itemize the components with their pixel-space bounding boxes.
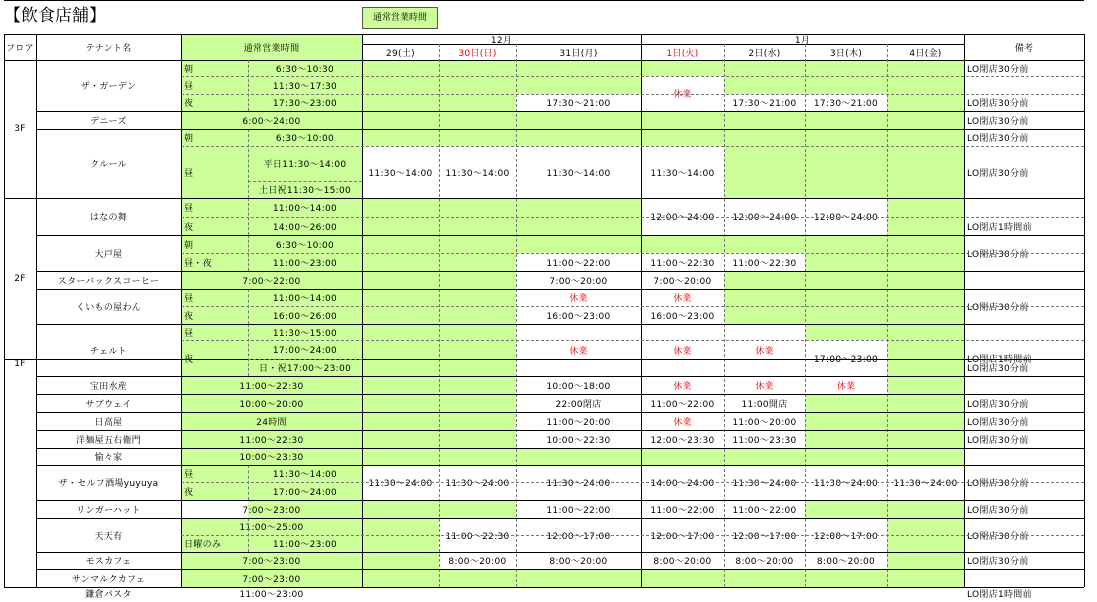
normal-hours: 11:30～14:00 xyxy=(272,470,338,480)
grid-line xyxy=(181,535,1084,536)
day-hours: 12:00～24:00 xyxy=(813,213,879,223)
day-hours: 休業 xyxy=(569,346,588,357)
tenant-name: ザ・ガーデン xyxy=(80,82,137,92)
grid-line xyxy=(36,448,1084,449)
day-hours: 22:00閉店 xyxy=(555,399,602,410)
grid-line xyxy=(36,34,37,587)
remark: LO閉店30分前 xyxy=(967,134,1029,144)
normal-hours: 11:00～23:00 xyxy=(272,540,338,550)
grid-line xyxy=(36,569,1084,570)
sub-label: 昼 xyxy=(184,81,194,92)
remark: LO閉店1時間前 xyxy=(967,354,1032,365)
normal-hours: 6:00～24:00 xyxy=(242,116,301,127)
tenant-name: サブウェイ xyxy=(85,399,132,410)
table-border xyxy=(4,34,1084,35)
grid-line xyxy=(36,500,1084,501)
day-hours: 17:30～21:00 xyxy=(732,99,797,109)
remark: LO閉店30分前 xyxy=(967,303,1029,313)
sub-label: 日曜のみ xyxy=(184,540,222,550)
grid-line xyxy=(181,253,1084,254)
grid-line xyxy=(4,60,1084,61)
legend-normal-hours: 通常営業時間 xyxy=(362,7,438,29)
tenant-name: 日高屋 xyxy=(94,417,123,428)
grid-line xyxy=(36,412,1084,413)
remark: LO閉店30分前 xyxy=(967,168,1029,179)
day-hours: 16:00～23:00 xyxy=(546,311,611,322)
grid-line xyxy=(181,146,1084,147)
header-day: 4日(金) xyxy=(909,48,942,59)
day-hours: 休業 xyxy=(836,381,856,392)
day-hours: 休業 xyxy=(673,417,692,428)
day-hours: 11:30～14:00 xyxy=(445,168,510,179)
sub-label: 昼 xyxy=(184,168,194,179)
normal-hours: 日・祝17:00～23:00 xyxy=(258,364,352,374)
grid-line xyxy=(181,94,1084,95)
header-remarks: 備考 xyxy=(1014,43,1034,54)
sub-label: 昼 xyxy=(184,204,194,214)
grid-line xyxy=(36,552,1084,553)
remark: LO閉店30分前 xyxy=(967,364,1029,374)
header-december: 12月 xyxy=(490,35,513,44)
header-day: 29(土) xyxy=(386,48,415,59)
day-hours: 11:30～14:00 xyxy=(546,168,611,179)
day-hours: 休業 xyxy=(673,294,692,304)
grid-line xyxy=(248,60,249,111)
grid-line xyxy=(248,324,249,376)
floor-label: 2F xyxy=(14,273,26,284)
remark: LO閉店30分前 xyxy=(967,249,1029,260)
day-hours: 8:00～20:00 xyxy=(816,557,876,567)
day-hours: 8:00～20:00 xyxy=(653,557,712,567)
remark: LO閉店30分前 xyxy=(967,116,1029,127)
grid-line xyxy=(248,181,362,182)
sub-label: 昼 xyxy=(184,328,194,339)
day-hours: 休業 xyxy=(673,90,692,100)
grid-line xyxy=(724,44,725,587)
day-hours: 8:00～20:00 xyxy=(448,557,507,567)
day-hours: 11:00～23:30 xyxy=(732,435,797,446)
remark: LO閉店30分前 xyxy=(967,557,1029,567)
normal-hours: 17:00～24:00 xyxy=(272,346,338,356)
remark: LO閉店30分前 xyxy=(967,417,1029,428)
day-hours: 14:00～24:00 xyxy=(650,479,715,489)
day-hours: 休業 xyxy=(569,294,588,304)
grid-line xyxy=(248,129,249,198)
normal-hours: 11:30～15:00 xyxy=(272,328,338,339)
remark: LO閉店30分前 xyxy=(967,435,1029,446)
day-hours: 17:30～21:00 xyxy=(813,99,879,109)
day-hours: 8:00～20:00 xyxy=(549,557,608,567)
remark: LO閉店30分前 xyxy=(967,99,1029,109)
normal-hours: 7:00～23:00 xyxy=(242,505,301,516)
sub-label: 朝 xyxy=(184,240,194,251)
grid-line xyxy=(36,518,1084,519)
normal-hours: 11:30～17:30 xyxy=(272,81,338,92)
grid-line xyxy=(181,34,182,587)
tenant-name: サンマルクカフェ xyxy=(71,574,146,585)
day-hours: 11:30～24:00 xyxy=(445,479,510,489)
grid-line xyxy=(36,0,1084,1)
grid-line xyxy=(805,44,806,587)
day-hours: 12:00～17:00 xyxy=(813,531,879,542)
tenant-name: チェルト xyxy=(90,346,127,357)
grid-line xyxy=(248,359,362,360)
tenant-name: はなの舞 xyxy=(89,213,128,223)
tenant-name: 愉々家 xyxy=(94,453,123,463)
normal-hours: 土日祝11:30～15:00 xyxy=(258,186,352,196)
day-hours: 11:00開店 xyxy=(741,399,788,410)
header-day: 31日(月) xyxy=(559,48,598,59)
sub-label: 朝 xyxy=(184,64,194,75)
grid-line xyxy=(36,376,1084,377)
grid-line xyxy=(1084,34,1085,587)
grid-line xyxy=(181,217,1084,218)
day-hours: 11:30～14:00 xyxy=(368,168,433,179)
header-floor: フロア xyxy=(6,43,34,54)
grid-line xyxy=(181,482,1084,483)
day-hours: 11:00～22:00 xyxy=(650,505,715,516)
sub-label: 夜 xyxy=(184,222,194,233)
header-january: 1月 xyxy=(794,35,811,44)
normal-hours: 11:00～14:00 xyxy=(272,294,338,304)
header-day: 3日(木) xyxy=(829,48,863,59)
tenant-name: くいもの屋わん xyxy=(75,303,142,313)
grid-line xyxy=(964,34,965,587)
day-hours: 12:00～24:00 xyxy=(732,213,797,223)
tenant-name: 鎌倉パスタ xyxy=(85,590,132,600)
normal-hours: 平日11:30～14:00 xyxy=(263,160,347,170)
remark: LO閉店30分前 xyxy=(967,531,1029,542)
grid-line xyxy=(181,76,1084,77)
day-hours: 11:00～20:00 xyxy=(732,417,797,428)
day-hours: 11:00～22:00 xyxy=(546,505,611,516)
day-hours: 11:00～22:30 xyxy=(732,258,797,269)
sub-label: 夜 xyxy=(184,311,194,322)
day-hours: 7:00～20:00 xyxy=(653,276,712,287)
sub-label: 昼 xyxy=(184,294,194,304)
normal-hours: 24時間 xyxy=(256,417,287,428)
grid-line xyxy=(36,111,1084,112)
normal-hours: 11:00～23:00 xyxy=(272,258,338,269)
day-hours: 休業 xyxy=(673,381,692,392)
normal-hours: 16:00～26:00 xyxy=(272,311,338,322)
day-hours: 11:00～22:30 xyxy=(445,531,510,542)
day-hours: 11:00～22:00 xyxy=(650,399,715,410)
grid-line xyxy=(362,34,363,587)
day-hours: 10:00～22:30 xyxy=(546,435,611,446)
grid-line xyxy=(36,430,1084,431)
normal-hours: 11:00～23:00 xyxy=(239,590,304,600)
grid-line xyxy=(36,465,1084,466)
grid-line xyxy=(36,129,1084,130)
normal-hours: 11:00～25:00 xyxy=(239,523,304,533)
day-hours: 12:00～17:00 xyxy=(732,531,797,542)
grid-line xyxy=(516,44,517,587)
day-hours: 12:00～17:00 xyxy=(650,531,715,542)
grid-line xyxy=(181,306,1084,307)
header-normal-hours: 通常営業時間 xyxy=(243,43,300,54)
grid-line xyxy=(36,587,1084,588)
day-hours: 休業 xyxy=(755,381,774,392)
day-hours: 10:00～18:00 xyxy=(546,381,611,392)
grid-line xyxy=(36,289,1084,290)
grid-line xyxy=(439,44,440,587)
normal-hours: 7:00～23:00 xyxy=(242,557,301,567)
tenant-name: 天天有 xyxy=(94,531,123,542)
remark: LO閉店30分前 xyxy=(967,64,1029,75)
day-hours: 休業 xyxy=(673,346,692,357)
grid-line xyxy=(4,359,1084,360)
grid-line xyxy=(887,44,888,587)
grid-line xyxy=(36,324,1084,325)
remark: LO閉店1時間前 xyxy=(967,222,1032,233)
day-hours: 8:00～20:00 xyxy=(735,557,794,567)
day-hours: 12:00～17:00 xyxy=(546,531,611,542)
grid-line xyxy=(36,394,1084,395)
normal-hours: 10:00～20:00 xyxy=(239,399,304,410)
floor-label: 1F xyxy=(14,359,26,369)
tenant-name: ザ・セルフ酒場yuyuya xyxy=(58,479,159,489)
header-day: 30日(日) xyxy=(458,48,497,59)
day-hours: 休業 xyxy=(755,346,774,357)
header-day: 1日(火) xyxy=(666,48,699,59)
remark: LO閉店30分前 xyxy=(967,399,1029,410)
normal-hours: 17:30～23:00 xyxy=(272,99,338,109)
header-tenant: テナント名 xyxy=(85,43,132,54)
sub-label: 昼 xyxy=(184,470,194,480)
day-hours: 11:30～24:00 xyxy=(546,479,611,489)
page-title: 【飲食店舗】 xyxy=(4,6,106,26)
grid-line xyxy=(36,235,1084,236)
tenant-name: 宝田水産 xyxy=(89,381,128,392)
grid-line xyxy=(36,198,1084,199)
normal-hours: 11:00～22:30 xyxy=(239,381,304,392)
day-hours: 16:00～23:00 xyxy=(650,311,715,322)
sub-label: 夜 xyxy=(184,99,194,109)
grid-line xyxy=(4,34,5,587)
tenant-name: クルール xyxy=(90,160,127,170)
day-hours: 11:30～24:00 xyxy=(732,479,797,489)
tenant-name: スターバックスコーヒー xyxy=(57,276,160,287)
day-hours: 11:00～22:00 xyxy=(546,258,611,269)
normal-hours: 17:00～24:00 xyxy=(272,487,338,498)
header-day: 2日(水) xyxy=(748,48,781,59)
normal-hours: 7:00～23:00 xyxy=(242,574,301,585)
day-hours: 12:00～23:30 xyxy=(650,435,715,446)
normal-hours: 6:30～10:00 xyxy=(275,134,335,144)
day-hours: 7:00～20:00 xyxy=(549,276,608,287)
tenant-name: デニーズ xyxy=(90,116,127,127)
tenant-name: モスカフェ xyxy=(85,557,132,567)
day-hours: 11:00～22:30 xyxy=(650,258,715,269)
remark: LO閉店30分前 xyxy=(967,479,1029,489)
normal-hours: 7:00～22:00 xyxy=(242,276,301,287)
grid-line xyxy=(36,271,1084,272)
day-hours: 11:30～24:00 xyxy=(368,479,433,489)
sub-label: 昼・夜 xyxy=(184,258,212,269)
normal-hours: 11:00～14:00 xyxy=(272,204,338,214)
day-hours: 11:30～14:00 xyxy=(650,168,715,179)
remark: LO閉店1時間前 xyxy=(967,590,1032,600)
sub-label: 夜 xyxy=(184,354,194,365)
day-hours: 11:00～20:00 xyxy=(546,417,611,428)
grid-line xyxy=(641,34,642,587)
normal-hours: 11:00～22:30 xyxy=(239,435,304,446)
grid-line xyxy=(362,44,964,45)
normal-hours: 14:00～26:00 xyxy=(272,222,338,233)
normal-hours: 10:00～23:30 xyxy=(239,453,304,463)
day-hours: 11:00～22:00 xyxy=(732,505,797,516)
day-hours: 17:00～23:00 xyxy=(813,354,879,365)
day-hours: 11:30～24:00 xyxy=(893,479,958,489)
tenant-name: 大戸屋 xyxy=(94,249,123,260)
sub-label: 夜 xyxy=(184,487,194,498)
floor-label: 3F xyxy=(14,124,26,134)
day-hours: 12:00～24:00 xyxy=(650,213,715,223)
day-hours: 11:30～24:00 xyxy=(813,479,879,489)
sub-label: 朝 xyxy=(184,134,194,144)
normal-hours: 6:30～10:00 xyxy=(275,240,335,251)
tenant-name: 洋麺屋五右衛門 xyxy=(75,435,142,446)
day-hours: 17:30～21:00 xyxy=(546,99,611,109)
tenant-name: リンガーハット xyxy=(76,505,141,516)
normal-hours: 6:30～10:30 xyxy=(275,64,335,75)
grid-line xyxy=(181,340,1084,341)
remark: LO閉店30分前 xyxy=(967,505,1029,516)
